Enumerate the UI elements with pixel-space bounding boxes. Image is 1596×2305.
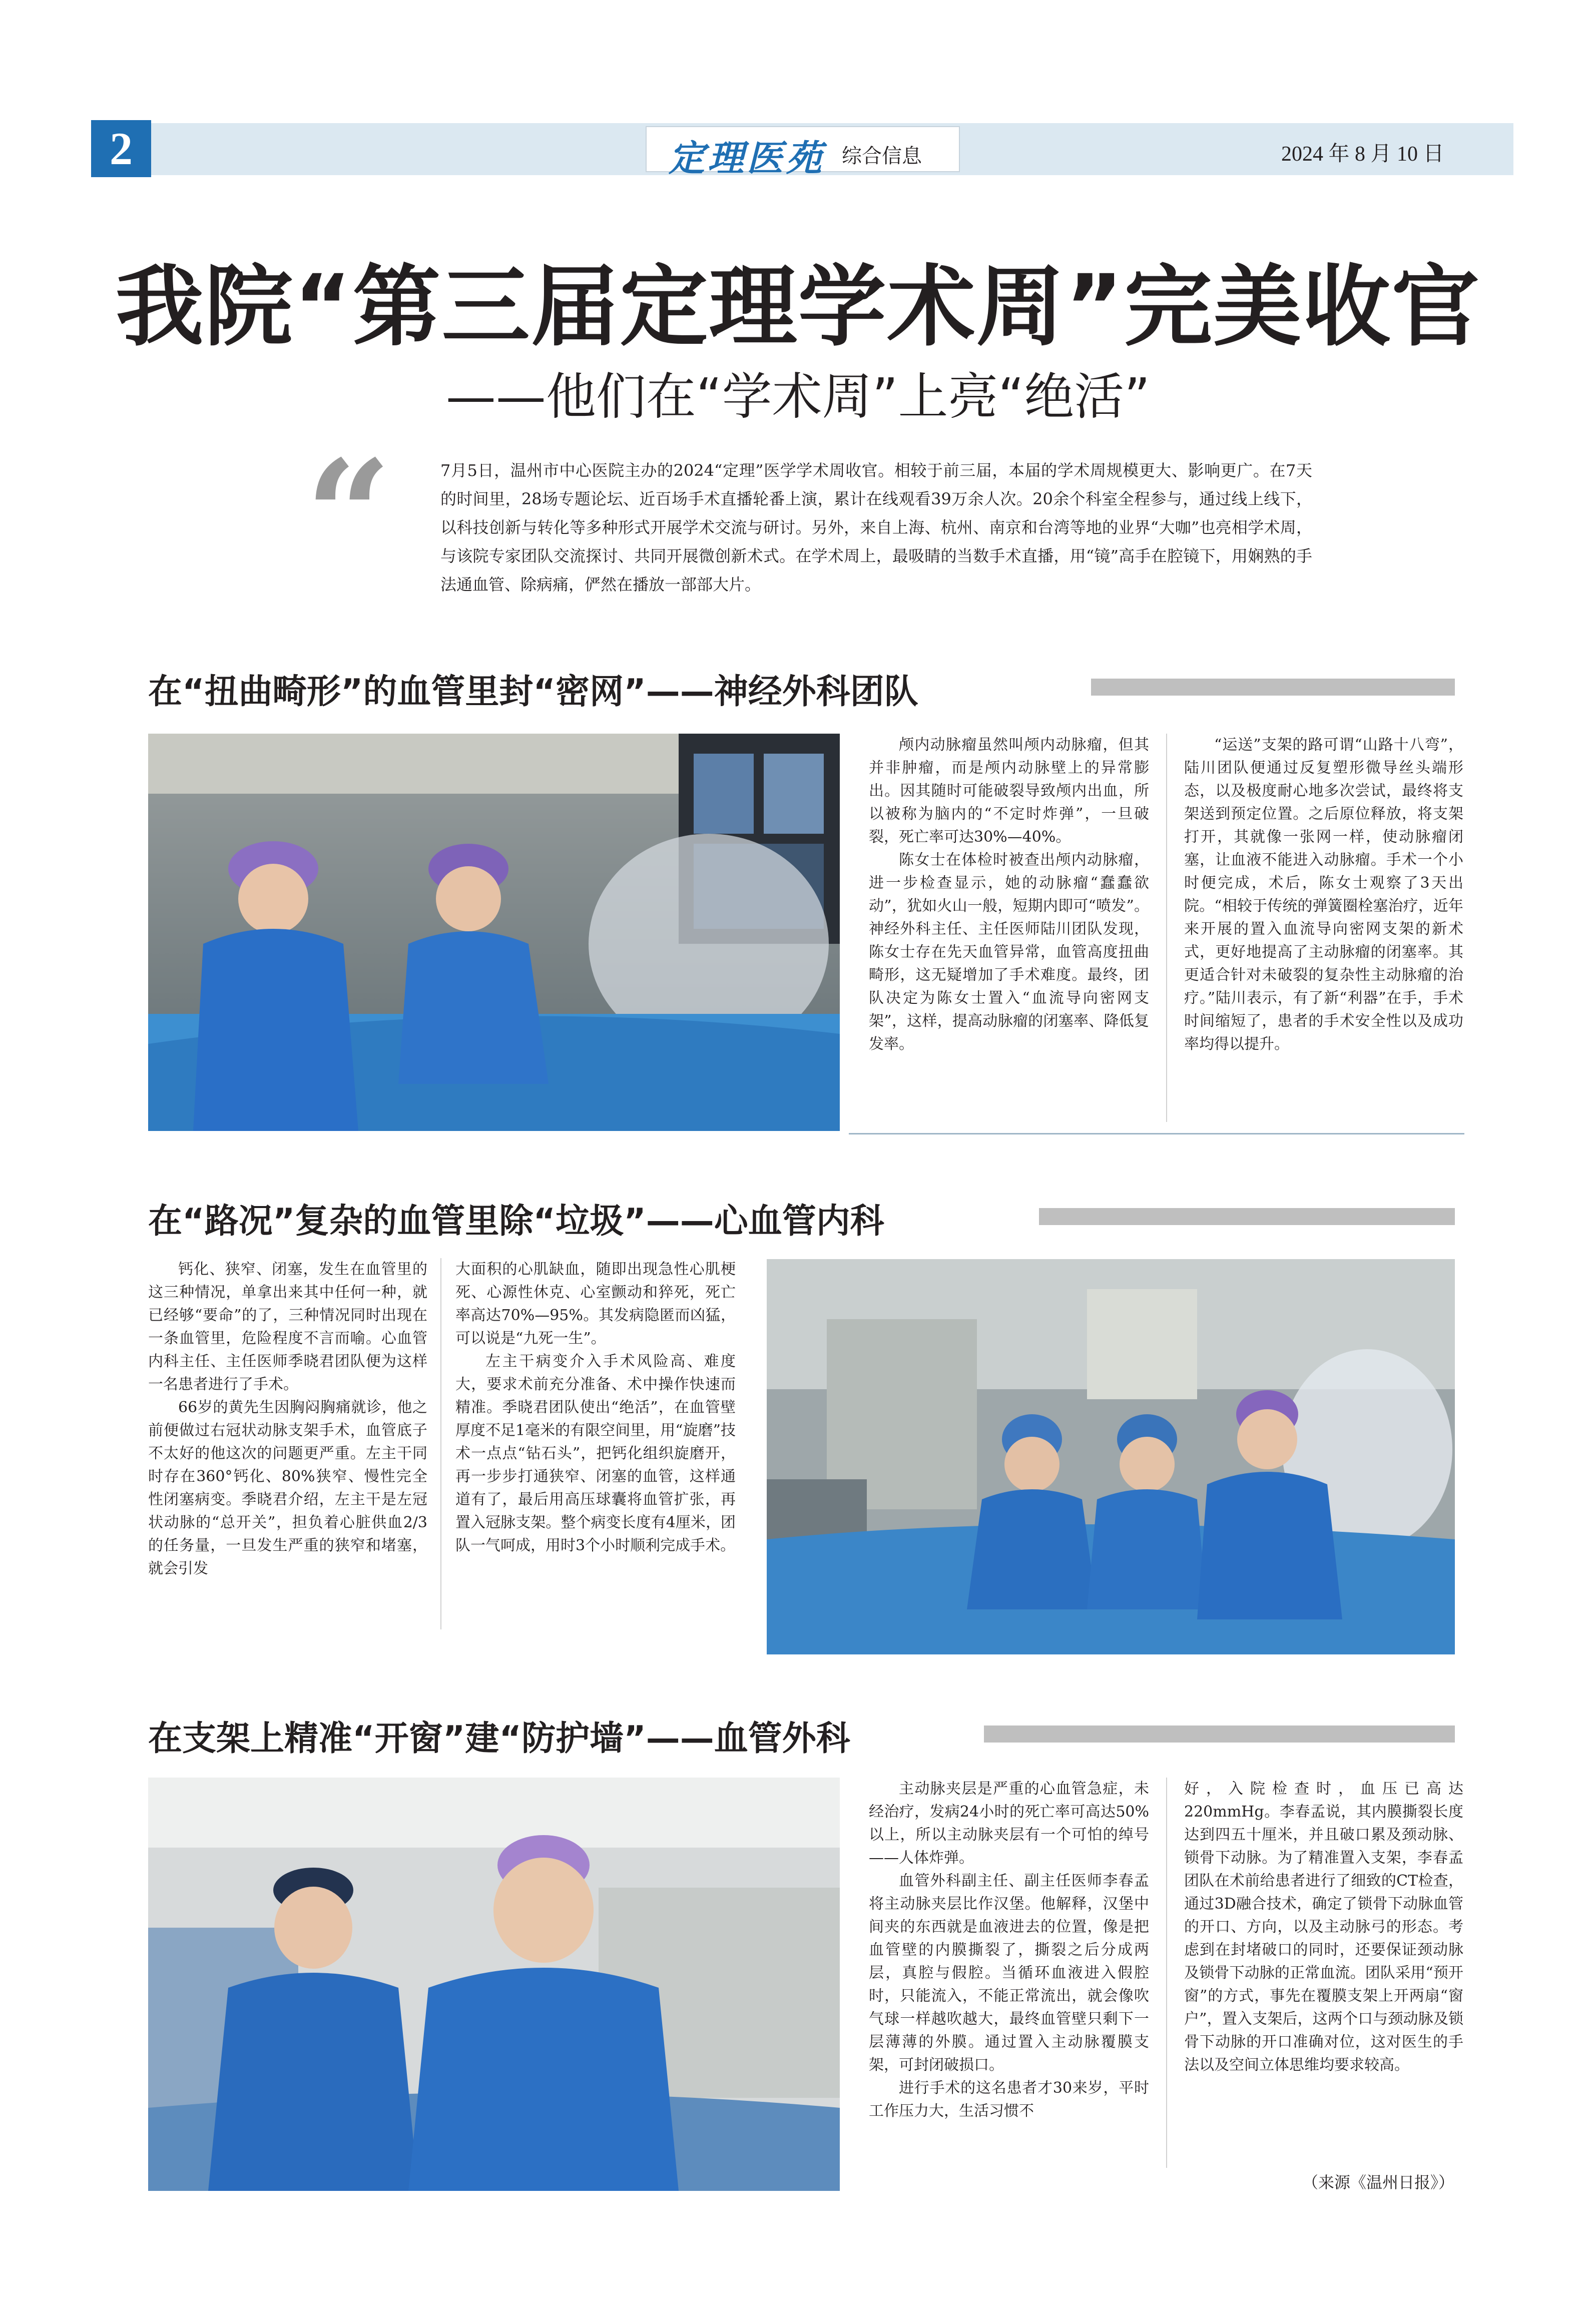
paragraph: 颅内动脉瘤虽然叫颅内动脉瘤，但其并非肿瘤，而是颅内动脉壁上的异常膨出。因其随时可能破裂导致颅内出血，所以被称为脑内的“不定时炸弹”，一旦破裂，死亡率可达30%—40%。 xyxy=(869,736,1149,846)
article-column xyxy=(1184,734,1463,1056)
article-column xyxy=(455,1258,736,1557)
section-rule xyxy=(1039,1208,1455,1225)
paragraph: 血管外科副主任、副主任医师李春孟将主动脉夹层比作汉堡。他解释，汉堡中间夹的东西就是血液进去的位置，像是把血管壁的内膜撕裂了，撕裂之后分成两层，真腔与假腔。当循环血液进入假腔时，只能流入，不能正常流出，就会像吹气球一样越吹越大，最终血管壁只剩下一层薄薄的外膜。通过置入主动脉覆膜支架，可封闭破损口。 xyxy=(869,1872,1149,2074)
paragraph: 好，入院检查时，血压已高达220mmHg。李春孟说，其内膜撕裂长度达到四五十厘米，并且破口累及颈动脉、锁骨下动脉。为了精准置入支架，李春孟团队在术前给患者进行了细致的CT检查，通过3D融合技术，确定了锁骨下动脉血管的开口、方向，以及主动脉弓的形态。考虑到在封堵破口的同时，还要保证颈动脉及锁骨下动脉的正常血流。团队采用“预开窗”的方式，事先在覆膜支架上开两扇“窗户”，置入支架后，这两个口与颈动脉及锁骨下动脉的开口准确对位，这对医生的手法以及空间立体思维均要求较高。 xyxy=(1184,1780,1463,2074)
paragraph: 大面积的心肌缺血，随即出现急性心肌梗死、心源性休克、心室颤动和猝死，死亡率高达70%—95%。其发病隐匿而凶猛，可以说是“九死一生”。 xyxy=(455,1261,736,1347)
surgery-photo-neurosurgery xyxy=(148,734,840,1131)
surgery-photo-vascular-surgery xyxy=(148,1778,840,2191)
paragraph: 主动脉夹层是严重的心血管急症，未经治疗，发病24小时的死亡率可高达50%以上，所以主动脉夹层有一个可怕的绰号——人体炸弹。 xyxy=(869,1780,1149,1867)
source-credit: （来源《温州日报》） xyxy=(1302,2173,1454,2192)
page-subtitle: ——他们在“学术周”上亮“绝活” xyxy=(445,367,1151,426)
section-bottom-rule xyxy=(849,1133,1464,1134)
section-title-neurosurgery: 在“扭曲畸形”的血管里封“密网”——神经外科团队 xyxy=(148,672,918,712)
paragraph: 进行手术的这名患者才30来岁，平时工作压力大，生活习惯不 xyxy=(869,2079,1149,2120)
article-column xyxy=(869,734,1149,1056)
section-title-cardiology: 在“路况”复杂的血管里除“垃圾”——心血管内科 xyxy=(148,1202,884,1241)
column-divider xyxy=(1166,734,1167,1122)
paragraph: 陈女士在体检时被查出颅内动脉瘤，进一步检查显示，她的动脉瘤“蠢蠢欲动”，犹如火山一般，短期内即可“喷发”。神经外科主任、主任医师陆川团队发现，陈女士存在先天血管异常，血管高度扭曲畸形，这无疑增加了手术难度。最终，团队决定为陈女士置入“血流导向密网支架”，这样，提高动脉瘤的闭塞率、降低复发率。 xyxy=(869,851,1149,1053)
masthead-title: 定理医苑 xyxy=(669,137,825,179)
column-divider xyxy=(1166,1778,1167,2168)
quote-mark-icon: “ xyxy=(305,427,392,604)
surgery-photo-cardiology xyxy=(767,1259,1455,1654)
paragraph: 66岁的黄先生因胸闷胸痛就诊，他之前便做过右冠状动脉支架手术，血管底子不太好的他这次的问题更严重。左主干同时存在360°钙化、80%狭窄、慢性完全性闭塞病变。季晓君介绍，左主干是左冠状动脉的“总开关”，担负着心脏供血2/3的任务量，一旦发生严重的狭窄和堵塞，就会引发 xyxy=(148,1399,427,1577)
paragraph: 左主干病变介入手术风险高、难度大，要求术前充分准备、术中操作快速而精准。季晓君团队使出“绝活”，在血管壁厚度不足1毫米的有限空间里，用“旋磨”技术一点点“钻石头”，把钙化组织旋磨开，再一步步打通狭窄、闭塞的血管，这样通道有了，最后用高压球囊将血管扩张，再置入冠脉支架。整个病变长度有4厘米，团队一气呵成，用时3个小时顺利完成手术。 xyxy=(455,1353,736,1554)
paragraph: 钙化、狭窄、闭塞，发生在血管里的这三种情况，单拿出来其中任何一种，就已经够“要命”的了，三种情况同时出现在一条血管里，危险程度不言而喻。心血管内科主任、主任医师季晓君团队便为这样一名患者进行了手术。 xyxy=(148,1261,427,1393)
page-title: 我院“第三届定理学术周”完美收官 xyxy=(115,256,1481,358)
article-column xyxy=(1184,1778,1463,2077)
article-column xyxy=(148,1258,427,1580)
section-rule xyxy=(1091,679,1455,696)
column-divider xyxy=(440,1258,441,1629)
paragraph: “运送”支架的路可谓“山路十八弯”，陆川团队便通过反复塑形微导丝头端形态，以及极度耐心地多次尝试，最终将支架送到预定位置。之后原位释放，将支架打开，其就像一张网一样，使动脉瘤闭塞，让血液不能进入动脉瘤。手术一个小时便完成，术后，陈女士观察了3天出院。“相较于传统的弹簧圈栓塞治疗，近年来开展的置入血流导向密网支架的新术式，更好地提高了主动脉瘤的闭塞率。其更适合针对未破裂的复杂性主动脉瘤的治疗。”陆川表示，有了新“利器”在手，手术时间缩短了，患者的手术安全性以及成功率均得以提升。 xyxy=(1184,736,1463,1053)
section-name: 综合信息 xyxy=(842,145,922,168)
intro-paragraph: 7月5日，温州市中心医院主办的2024“定理”医学学术周收官。相较于前三届，本届的学术周规模更大、影响更广。在7天的时间里，28场专题论坛、近百场手术直播轮番上演，累计在线观看39万余人次。20余个科室全程参与，通过线上线下，以科技创新与转化等多种形式开展学术交流与研讨。另外，来自上海、杭州、南京和台湾等地的业界“大咖”也亮相学术周，与该院专家团队交流探讨、共同开展微创新术式。在学术周上，最吸睛的当数手术直播，用“镜”高手在腔镜下，用娴熟的手法通血管、除病痛，俨然在播放一部部大片。 xyxy=(440,461,1312,594)
article-column xyxy=(869,1778,1149,2123)
section-title-vascular-surgery: 在支架上精准“开窗”建“防护墙”——血管外科 xyxy=(148,1719,850,1759)
page-number: 2 xyxy=(91,120,151,177)
issue-date: 2024 年 8 月 10 日 xyxy=(1281,143,1444,166)
section-rule xyxy=(984,1725,1455,1743)
